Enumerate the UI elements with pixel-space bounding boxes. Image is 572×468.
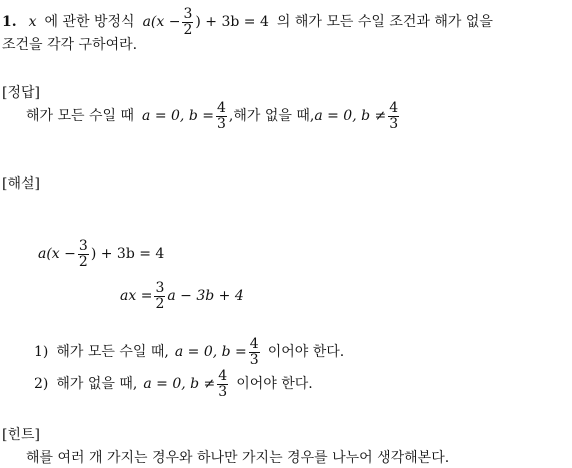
problem-equation-left: a(x − xyxy=(142,14,181,30)
problem-line-2: 조건을 각각 구하여라. xyxy=(2,37,138,53)
solution-item2-fraction: $\frac{4}{3}$ xyxy=(218,367,228,400)
solution-item-2: 2) 해가 없을 때, a = 0, b ≠ $\frac{4}{3}$ 이어야 한다. xyxy=(34,367,313,400)
solution-equation-1: a(x − $\frac{3}{2}$ ) + 3b = 4 xyxy=(38,237,165,270)
answer-part-1: 해가 모든 수일 때 xyxy=(26,108,135,124)
solution-label: [해설] xyxy=(2,176,40,192)
solution-equation-2: ax = $\frac{3}{2}$ a − 3b + 4 xyxy=(120,279,244,312)
solution-eq2-fraction: $\frac{3}{2}$ xyxy=(155,279,165,312)
answer-label: [정답] xyxy=(2,85,40,101)
solution-item1-fraction: $\frac{4}{3}$ xyxy=(249,335,259,368)
problem-variable: x xyxy=(28,14,37,30)
problem-text-2: 의 해가 모든 수일 조건과 해가 없을 xyxy=(276,14,493,30)
problem-text-1: 에 관한 방정식 xyxy=(44,14,135,30)
solution-item-1: 1) 해가 모든 수일 때, a = 0, b = $\frac{4}{3}$ 이어야 한다. xyxy=(34,335,345,368)
problem-fraction: $\frac{3}{2}$ xyxy=(183,5,193,38)
answer-math-2: a = 0, b ≠ xyxy=(314,108,387,124)
answer-part-2: ,해가 없을 때, xyxy=(228,108,315,124)
answer-fraction-2: $\frac{4}{3}$ xyxy=(389,99,399,132)
problem-number: 1. xyxy=(2,14,17,30)
hint-text: 해를 여러 개 가지는 경우와 하나만 가지는 경우를 나누어 생각해본다. xyxy=(26,450,450,466)
answer-fraction-1: $\frac{4}{3}$ xyxy=(216,99,226,132)
answer-line xyxy=(26,100,401,132)
answer-math-1: a = 0, b = xyxy=(142,108,214,124)
problem-line-1 xyxy=(2,6,493,38)
hint-label: [힌트] xyxy=(2,427,40,443)
problem-equation-right: ) + 3b = 4 xyxy=(195,14,269,30)
solution-eq1-fraction: $\frac{3}{2}$ xyxy=(78,237,88,270)
